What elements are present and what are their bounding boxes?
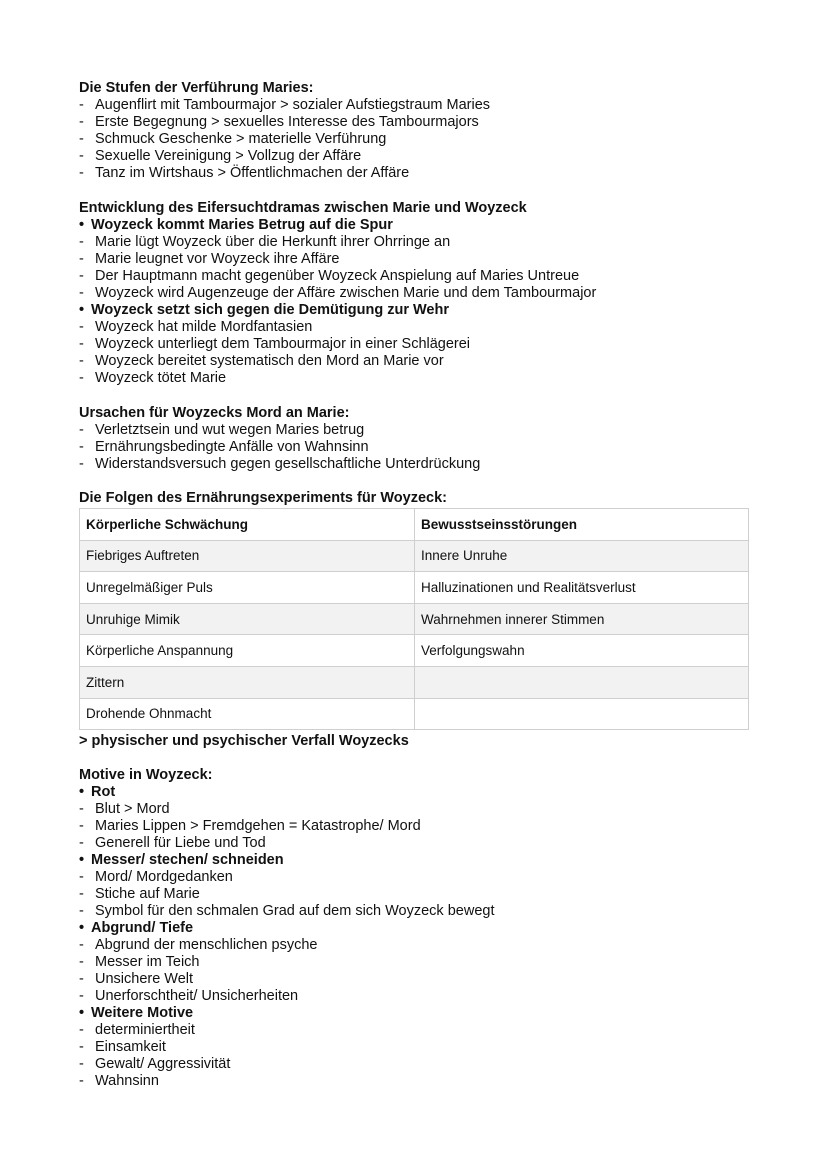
list-item: - Augenflirt mit Tambourmajor > sozialer Aufstiegstraum Maries [79, 97, 491, 113]
table-cell [415, 666, 749, 698]
list-item: - Unsichere Welt [79, 971, 194, 988]
bullet-heading: • Woyzeck kommt Maries Betrug auf die Spur [79, 217, 393, 233]
table-cell: Unruhige Mimik [80, 603, 415, 635]
motifs-list [79, 784, 759, 1090]
list-item: - determiniertheit [79, 1022, 195, 1039]
section-title-experiment: Die Folgen des Ernährungsexperiments für Woyzeck: [79, 490, 447, 506]
seduction-list [79, 97, 759, 182]
table-cell: Drohende Ohnmacht [80, 698, 415, 730]
section-title-jealousy: Entwicklung des Eifersuchtdramas zwischen Marie und Woyzeck [79, 200, 527, 216]
bullet-heading: • Woyzeck setzt sich gegen die Demütigung zur Wehr [79, 302, 449, 318]
list-item: - Marie leugnet vor Woyzeck ihre Affäre [79, 251, 340, 267]
table-row [80, 540, 749, 572]
list-item: - Tanz im Wirtshaus > Öffentlichmachen der Affäre [79, 165, 410, 181]
bullet-heading: • Weitere Motive [79, 1005, 194, 1022]
list-item: - Unerforschtheit/ Unsicherheiten [79, 988, 299, 1005]
section-title-causes: Ursachen für Woyzecks Mord an Marie: [79, 405, 350, 421]
table-cell: Verfolgungswahn [415, 635, 749, 667]
table-row [80, 572, 749, 604]
table-cell: Wahrnehmen innerer Stimmen [415, 603, 749, 635]
experiment-conclusion: > physischer und psychischer Verfall Woyzecks [79, 733, 409, 750]
table-row [80, 603, 749, 635]
experiment-table [79, 508, 749, 730]
table-header-cell: Körperliche Schwächung [80, 509, 415, 541]
list-item: - Schmuck Geschenke > materielle Verführung [79, 131, 387, 147]
list-item: - Verletztsein und wut wegen Maries betrug [79, 422, 365, 438]
list-item: - Symbol für den schmalen Grad auf dem sich Woyzeck bewegt [79, 903, 495, 920]
table-row [80, 666, 749, 698]
list-item: - Wahnsinn [79, 1073, 159, 1090]
table-cell: Zittern [80, 666, 415, 698]
table-cell [415, 698, 749, 730]
list-item: - Einsamkeit [79, 1039, 166, 1056]
list-item: - Maries Lippen > Fremdgehen = Katastrophe/ Mord [79, 818, 421, 835]
bullet-heading: • Rot [79, 784, 116, 801]
list-item: - Woyzeck hat milde Mordfantasien [79, 319, 313, 335]
table-cell: Innere Unruhe [415, 540, 749, 572]
list-item: - Gewalt/ Aggressivität [79, 1056, 231, 1073]
causes-list [79, 422, 759, 473]
section-title-seduction: Die Stufen der Verführung Maries: [79, 80, 314, 96]
list-item: - Generell für Liebe und Tod [79, 835, 266, 852]
list-item: - Blut > Mord [79, 801, 170, 818]
table-header-cell: Bewusstseinsstörungen [415, 509, 749, 541]
jealousy-list [79, 217, 759, 387]
table-cell: Körperliche Anspannung [80, 635, 415, 667]
list-item: - Sexuelle Vereinigung > Vollzug der Affäre [79, 148, 362, 164]
document-page [79, 80, 759, 1090]
list-item: - Woyzeck wird Augenzeuge der Affäre zwischen Marie und dem Tambourmajor [79, 285, 597, 301]
list-item: - Widerstandsversuch gegen gesellschaftliche Unterdrückung [79, 456, 481, 472]
list-item: - Messer im Teich [79, 954, 200, 971]
list-item: - Stiche auf Marie [79, 886, 200, 903]
table-cell: Halluzinationen und Realitätsverlust [415, 572, 749, 604]
table-cell: Fiebriges Auftreten [80, 540, 415, 572]
section-title-motifs: Motive in Woyzeck: [79, 767, 213, 784]
bullet-heading: • Messer/ stechen/ schneiden [79, 852, 284, 869]
table-row [80, 635, 749, 667]
list-item: - Mord/ Mordgedanken [79, 869, 233, 886]
list-item: - Der Hauptmann macht gegenüber Woyzeck Anspielung auf Maries Untreue [79, 268, 580, 284]
table-row [80, 698, 749, 730]
list-item: - Marie lügt Woyzeck über die Herkunft ihrer Ohrringe an [79, 234, 451, 250]
table-cell: Unregelmäßiger Puls [80, 572, 415, 604]
list-item: - Woyzeck tötet Marie [79, 370, 227, 386]
bullet-heading: • Abgrund/ Tiefe [79, 920, 194, 937]
list-item: - Woyzeck unterliegt dem Tambourmajor in einer Schlägerei [79, 336, 471, 352]
list-item: - Erste Begegnung > sexuelles Interesse des Tambourmajors [79, 114, 479, 130]
table-header-row [80, 509, 749, 541]
list-item: - Abgrund der menschlichen psyche [79, 937, 318, 954]
list-item: - Ernährungsbedingte Anfälle von Wahnsinn [79, 439, 369, 455]
list-item: - Woyzeck bereitet systematisch den Mord an Marie vor [79, 353, 444, 369]
